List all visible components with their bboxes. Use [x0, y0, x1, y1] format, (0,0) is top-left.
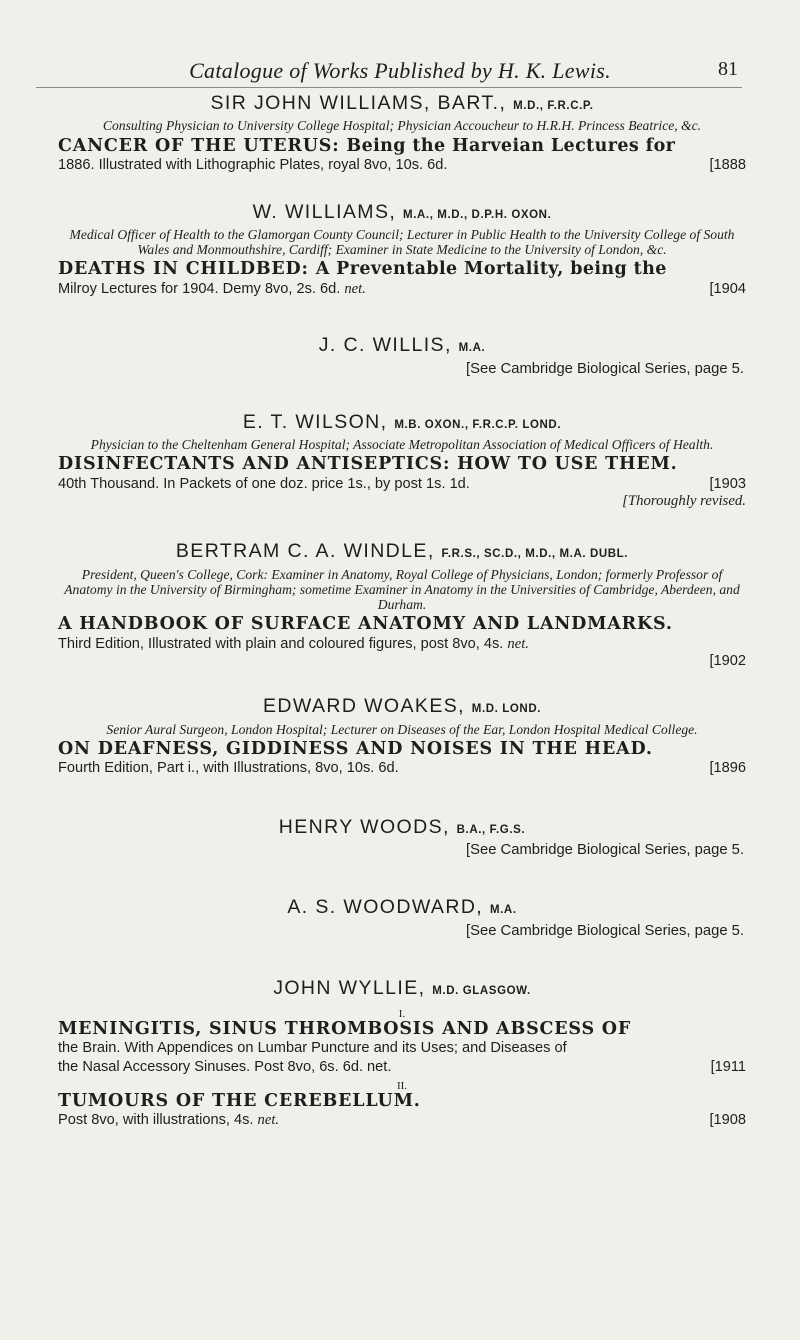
book-detail-text: Post 8vo, with illustrations, 4s.: [58, 1112, 254, 1128]
author-text: EDWARD WOAKES,: [262, 695, 465, 718]
author-text: W. WILLIAMS,: [252, 200, 397, 223]
book-detail: [58, 156, 746, 175]
author-credentials: M.B. OXON., F.R.C.P. LOND.: [394, 418, 562, 431]
publication-year: [1904: [709, 280, 746, 297]
entry-wyllie: [58, 977, 746, 1130]
entry-windle: [58, 540, 746, 669]
entry-willis: [58, 334, 746, 376]
book-detail: [58, 475, 746, 494]
book-detail-text: 1886. Illustrated with Lithographic Plates, royal 8vo, 10s. 6d.: [58, 156, 448, 173]
work-numeral: I.: [398, 1008, 406, 1021]
entry-woodward: [58, 896, 746, 938]
book-detail-text: 40th Thousand. In Packets of one doz. price 1s., by post 1s. 1d.: [58, 475, 470, 492]
author-text: JOHN WYLLIE,: [273, 976, 426, 999]
entry-woods: [58, 816, 746, 858]
book-title: DISINFECTANTS AND ANTISEPTICS: HOW TO USE THEM.: [58, 454, 678, 475]
author-credentials: M.D. GLASGOW.: [432, 984, 531, 997]
net-price-marker: net.: [257, 1112, 280, 1128]
author-credentials: M.D., F.R.C.P.: [513, 100, 594, 112]
author-name: [58, 896, 746, 918]
book-title: ON DEAFNESS, GIDDINESS AND NOISES IN THE HEAD.: [58, 738, 653, 759]
entry-williams-john: [58, 92, 746, 175]
cross-reference: [See Cambridge Biological Series, page 5.: [465, 922, 744, 939]
book-title-rest: Being the Harveian Lectures for: [346, 135, 676, 156]
author-credentials: M.D. LOND.: [471, 703, 542, 716]
book-title-main: DEATHS IN CHILDBED:: [58, 259, 309, 280]
book-detail: [58, 635, 746, 654]
book-title: [58, 137, 746, 156]
book-title: [58, 260, 746, 279]
publication-year: [1888: [709, 156, 746, 173]
cross-reference: [See Cambridge Biological Series, page 5.: [465, 360, 744, 377]
author-description: Medical Officer of Health to the Glamorgan County Council; Lecturer in Public Health to the University College of South Wales and Monmouthshire, Cardiff; Examiner in State Medicine to the University of London, &c.: [69, 226, 735, 258]
author-description: Physician to the Cheltenham General Hospital; Associate Metropolitan Association of Medical Officers of Health.: [90, 437, 714, 453]
author-credentials: F.R.S., SC.D., M.D., M.A. DUBL.: [441, 548, 629, 561]
author-credentials: B.A., F.G.S.: [456, 823, 526, 836]
net-price-marker: net.: [507, 635, 529, 652]
publication-year: [1902: [709, 653, 746, 670]
book-detail: [58, 1058, 746, 1077]
author-name: [58, 201, 746, 223]
book-title-rest: A Preventable Mortality, being the: [315, 259, 667, 280]
entry-williams-w: [58, 201, 746, 299]
author-name: [58, 540, 746, 562]
author-credentials: M.A., M.D., D.P.H. OXON.: [403, 208, 552, 221]
book-title: TUMOURS OF THE CEREBELLUM.: [58, 1090, 421, 1111]
author-name: [58, 816, 746, 838]
author-text: BERTRAM C. A. WINDLE,: [175, 540, 435, 563]
book-title-main: CANCER OF THE UTERUS:: [58, 135, 340, 156]
publication-year: [1903: [709, 475, 746, 492]
book-detail-text: the Nasal Accessory Sinuses. Post 8vo, 6s. 6d. net.: [58, 1059, 392, 1076]
revision-note: [Thoroughly revised.: [622, 493, 746, 510]
book-title: A HANDBOOK OF SURFACE ANATOMY AND LANDMARKS.: [58, 614, 673, 635]
author-name: [58, 411, 746, 433]
entry-wilson: [58, 411, 746, 511]
net-price-marker: net.: [344, 280, 366, 297]
book-detail-text: Fourth Edition, Part i., with Illustrations, 8vo, 10s. 6d.: [58, 760, 399, 777]
header-rule: [36, 87, 742, 88]
book-detail-text: Milroy Lectures for 1904. Demy 8vo, 2s. 6d.: [58, 280, 341, 297]
author-name: [58, 977, 746, 999]
author-text: E. T. WILSON,: [242, 410, 388, 433]
author-credentials: M.A.: [489, 904, 517, 917]
book-detail: [58, 759, 746, 778]
work-numeral: II.: [396, 1079, 408, 1092]
book-detail: [58, 1039, 746, 1058]
author-description: President, Queen's College, Cork: Examiner in Anatomy, Royal College of Physicians, London; formerly Professor of Anatomy in the University of Birmingham; sometime Examiner in Anatomy in the Universities of Cambridge, Aberdeen, and Durham.: [64, 566, 740, 613]
running-head-title: Catalogue of Works Published by H. K. Lewis.: [189, 58, 611, 83]
author-text: A. S. WOODWARD,: [287, 896, 484, 919]
cross-reference: [See Cambridge Biological Series, page 5.: [465, 842, 744, 859]
author-text: J. C. WILLIS,: [318, 334, 452, 357]
author-credentials: M.A.: [458, 342, 486, 355]
publication-year: [1896: [709, 760, 746, 777]
book-title: MENINGITIS, SINUS THROMBOSIS AND ABSCESS OF: [58, 1019, 632, 1040]
author-description: Senior Aural Surgeon, London Hospital; Lecturer on Diseases of the Ear, London Hospital Medical College.: [106, 721, 698, 737]
publication-year: [1911: [710, 1059, 746, 1076]
author-text: HENRY WOODS,: [278, 815, 450, 838]
author-description: Consulting Physician to University College Hospital; Physician Accoucheur to H.R.H. Princess Beatrice, &c.: [102, 118, 702, 134]
running-head: [0, 40, 800, 83]
author-name: [58, 92, 746, 114]
entry-woakes: [58, 695, 746, 778]
author-name: [58, 695, 746, 717]
author-name: [58, 334, 746, 356]
author-text: SIR JOHN WILLIAMS, BART.,: [210, 92, 507, 114]
publication-year: [1908: [709, 1112, 746, 1128]
catalogue-entries: [58, 92, 746, 1156]
page-number: 81: [718, 58, 738, 80]
book-detail-text: Third Edition, Illustrated with plain and coloured figures, post 8vo, 4s.: [58, 635, 504, 652]
book-detail: [58, 1111, 746, 1130]
book-detail: [58, 280, 746, 299]
book-detail-text: the Brain. With Appendices on Lumbar Puncture and its Uses; and Diseases of: [58, 1040, 567, 1057]
